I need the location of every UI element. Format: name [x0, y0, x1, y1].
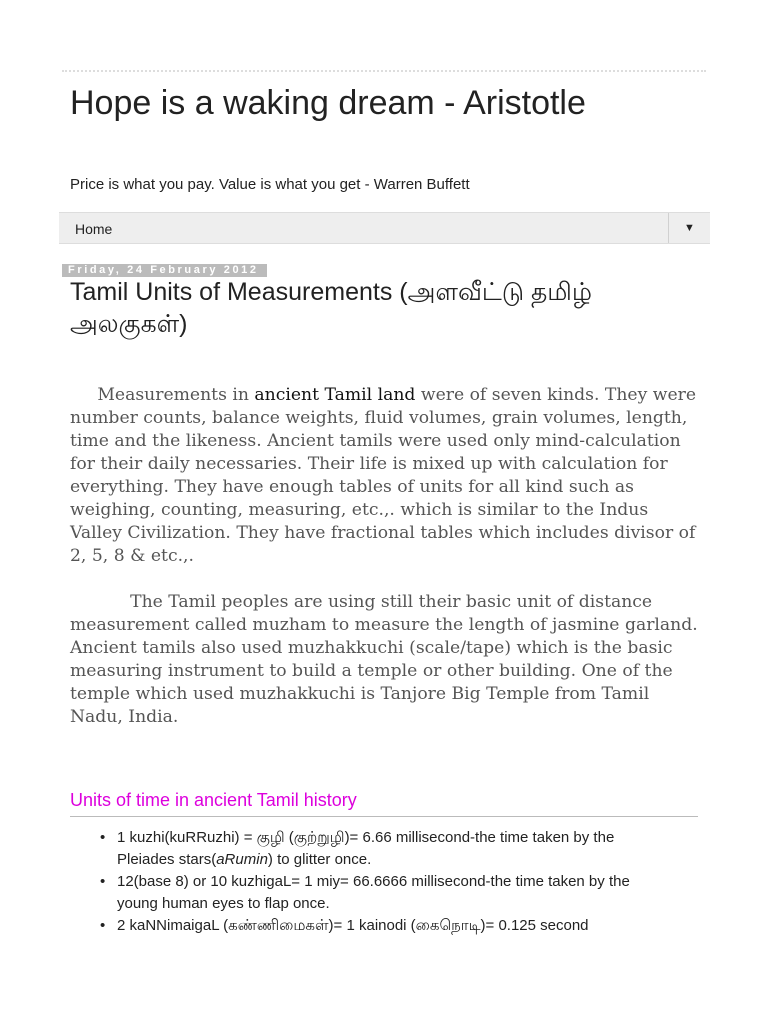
paragraph-indent — [70, 592, 130, 612]
post-title[interactable]: Tamil Units of Measurements (அளவீட்டு தமிழ் அலகுகள்) — [70, 278, 593, 338]
post-body — [70, 384, 698, 729]
post-paragraph-2 — [70, 591, 698, 729]
list-item-text: 12(base 8) or 10 kuzhigaL= 1 miy= 66.6666 millisecond-the time taken by the young human eyes to flap once. — [117, 873, 630, 912]
paragraph-text: were of seven kinds. They were number counts, balance weights, fluid volumes, grain volumes, length, time and the likeness. Ancient tamils were used only mind-calculation for their daily necessaries. Their life is mixed up with calculation for everything. They have enough tables of units for all kind such as weighing, counting, measuring, etc.,. which is similar to the Indus Valley Civilization. They have fractional tables which includes divisor of 2, 5, 8 & etc.,. — [70, 385, 697, 566]
bullet-icon: • — [100, 829, 106, 846]
page-nav-bar — [59, 212, 710, 244]
paragraph-text: The Tamil peoples are using still their basic unit of distance measurement called muzham to measure the length of jasmine garland. Ancient tamils also used muzhakkuchi (scale/tape) which is the basic measuring instrument to build a temple or other building. One of the temple which used muzhakkuchi is Tanjore Big Temple from Tamil Nadu, India. — [70, 592, 698, 727]
section-divider — [70, 816, 698, 817]
paragraph-text: Measurements in — [97, 385, 255, 405]
header-divider — [62, 70, 706, 72]
units-of-time-list — [70, 827, 670, 937]
bullet-icon: • — [100, 873, 106, 890]
list-item — [70, 827, 670, 871]
bullet-icon: • — [100, 917, 106, 934]
list-item-text: 2 kaNNimaigaL (கண்ணிமைகள்)= 1 kainodi (கைநொடி)= 0.125 second — [117, 917, 589, 934]
nav-dropdown-button[interactable] — [668, 213, 710, 243]
section-heading-units-of-time: Units of time in ancient Tamil history — [70, 790, 357, 810]
list-item — [70, 871, 670, 915]
list-item — [70, 915, 670, 937]
post-paragraph-1 — [70, 384, 698, 568]
paragraph-indent — [70, 385, 97, 405]
list-item-italic-text: aRumin — [216, 851, 268, 868]
list-item-text: 1 kuzhi(kuRRuzhi) = குழி (குற்றுழி)= 6.66 millisecond-the time taken by the Pleiades stars( — [117, 829, 615, 868]
list-item-text: ) to glitter once. — [267, 851, 372, 868]
caret-down-icon: ▼ — [684, 222, 695, 234]
ancient-tamil-land-link[interactable]: ancient Tamil land — [254, 385, 416, 405]
blog-title[interactable]: Hope is a waking dream - Aristotle — [70, 84, 586, 122]
blog-description: Price is what you pay. Value is what you get - Warren Buffett — [70, 176, 470, 193]
nav-home-link[interactable]: Home — [75, 221, 113, 237]
post-date-header: Friday, 24 February 2012 — [62, 264, 267, 277]
